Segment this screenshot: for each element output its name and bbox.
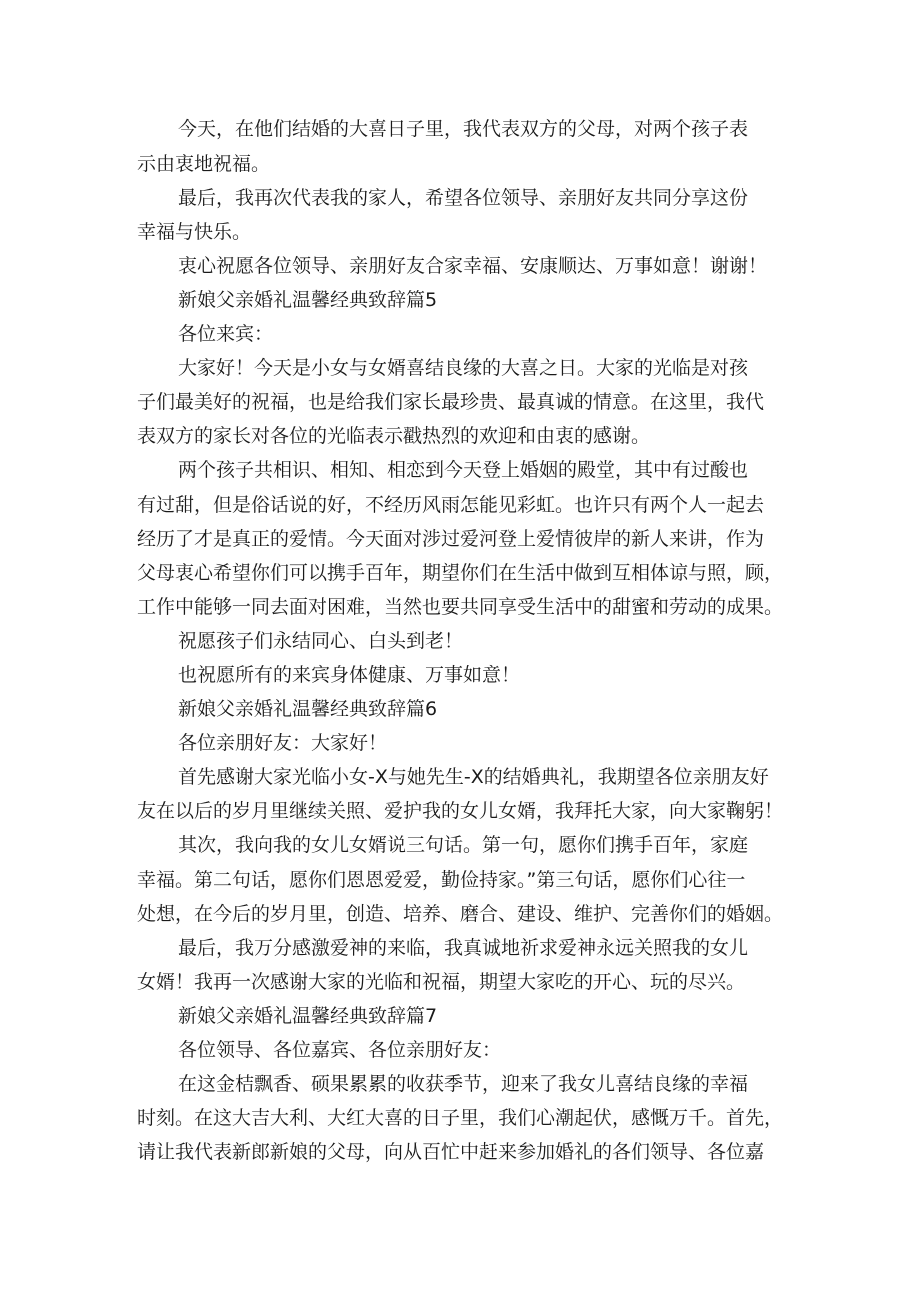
paragraph-line: 幸福与快乐。 [137,221,252,243]
paragraph-line: 父母衷心希望你们可以携手百年，期望你们在生活中做到互相体谅与照，顾， [137,562,784,584]
section-heading: 新娘父亲婚礼温馨经典致辞篇6 [178,698,438,720]
paragraph-line: 工作中能够一同去面对困难，当然也要共同享受生活中的甜蜜和劳动的成果。 [137,596,784,618]
paragraph-line: 也祝愿所有的来宾身体健康、万事如意！ [178,664,521,686]
paragraph-line: 示由衷地祝福。 [137,153,271,175]
paragraph-line: 处想，在今后的岁月里，创造、培养、磨合、建设、维护、完善你们的婚姻。 [137,903,784,925]
paragraph-line: 友在以后的岁月里继续关照、爱护我的女儿女婿，我拜托大家，向大家鞠躬！ [137,800,784,822]
paragraph-line: 在这金桔飘香、硕果累累的收获季节，迎来了我女儿喜结良缘的幸福 [178,1073,749,1095]
paragraph-line: 有过甜，但是俗话说的好，不经历风雨怎能见彩虹。也许只有两个人一起去 [137,494,765,516]
paragraph-line: 两个孩子共相识、相知、相恋到今天登上婚姻的殿堂，其中有过酸也 [178,459,749,481]
paragraph-line: 最后，我再次代表我的家人，希望各位领导、亲朋好友共同分享这份 [178,187,749,209]
section-heading: 新娘父亲婚礼温馨经典致辞篇7 [178,1005,438,1027]
paragraph-line: 最后，我万分感激爱神的来临，我真诚地祈求爱神永远关照我的女儿 [178,937,749,959]
section-heading: 新娘父亲婚礼温馨经典致辞篇5 [178,289,438,311]
paragraph-line: 祝愿孩子们永结同心、白头到老！ [178,630,464,652]
paragraph-line: 衷心祝愿各位领导、亲朋好友合家幸福、安康顺达、万事如意！谢谢！ [178,255,768,277]
paragraph-line: 今天，在他们结婚的大喜日子里，我代表双方的父母，对两个孩子表 [178,118,749,140]
paragraph-line: 大家好！今天是小女与女婿喜结良缘的大喜之日。大家的光临是对孩 [178,357,749,379]
paragraph-line: 请让我代表新郎新娘的父母，向从百忙中赶来参加婚礼的各们领导、各位嘉 [137,1141,765,1163]
paragraph-line: 经历了才是真正的爱情。今天面对涉过爱河登上爱情彼岸的新人来讲，作为 [137,528,765,550]
paragraph-line: 首先感谢大家光临小女-X与她先生-X的结婚典礼，我期望各位亲朋友好 [178,766,769,788]
paragraph-line: 子们最美好的祝福，也是给我们家长最珍贵、最真诚的情意。在这里，我代 [137,391,765,413]
salutation: 各位来宾： [178,323,274,345]
salutation: 各位领导、各位嘉宾、各位亲朋好友： [178,1039,502,1061]
paragraph-line: 女婿！我再一次感谢大家的光临和祝福，期望大家吃的开心、玩的尽兴。 [137,971,746,993]
paragraph-line: 表双方的家长对各位的光临表示戳热烈的欢迎和由衷的感谢。 [137,425,651,447]
paragraph-line: 幸福。第二句话，愿你们恩恩爱爱，勤俭持家。”第三句话，愿你们心往一 [137,869,746,891]
paragraph-line: 时刻。在这大吉大利、大红大喜的日子里，我们心潮起伏，感慨万千。首先， [137,1107,784,1129]
salutation: 各位亲朋好友：大家好！ [178,732,388,754]
paragraph-line: 其次，我向我的女儿女婿说三句话。第一句，愿你们携手百年，家庭 [178,834,749,856]
